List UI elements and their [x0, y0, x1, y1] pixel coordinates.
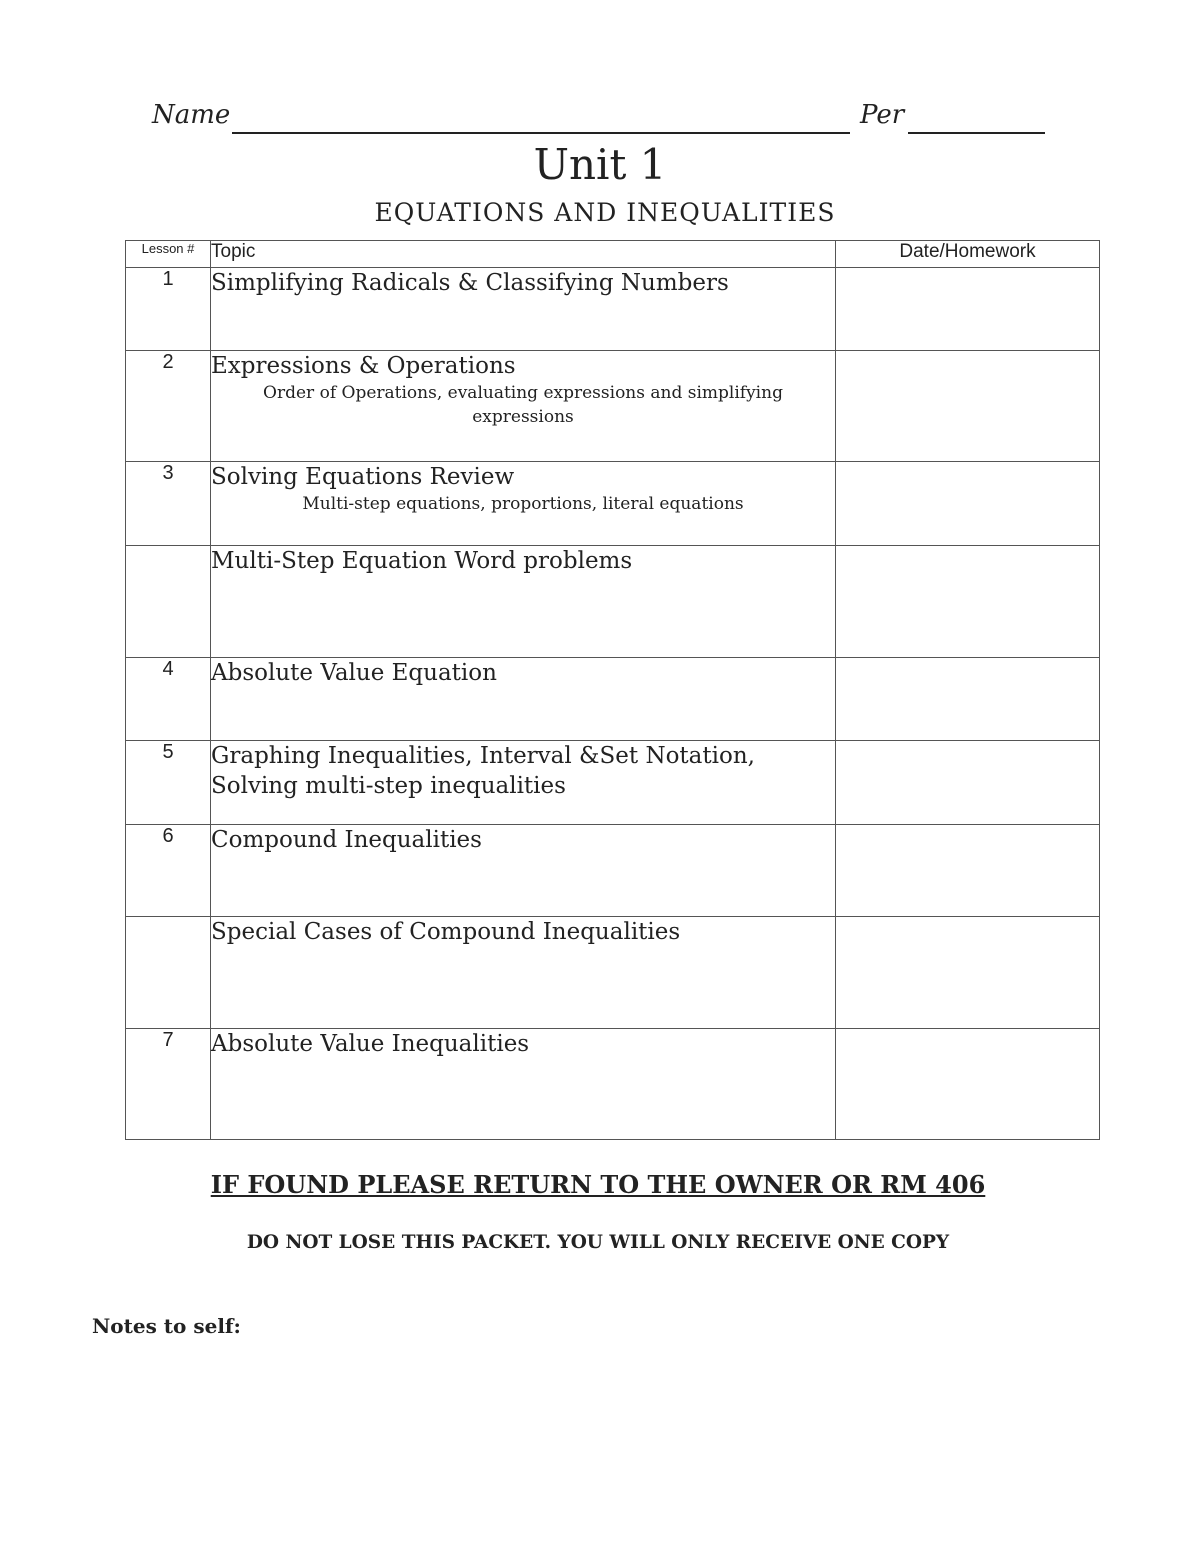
table-row: [126, 268, 1100, 351]
topic-title: Expressions & Operations: [211, 353, 516, 379]
table-row: [126, 917, 1100, 1029]
table-row: [126, 462, 1100, 546]
packet-warning: DO NOT LOSE THIS PACKET. YOU WILL ONLY RECEIVE ONE COPY: [246, 1232, 950, 1253]
lesson-topic: [211, 917, 836, 1029]
lesson-number: 4: [126, 658, 211, 741]
table-header-row: [126, 241, 1100, 268]
lesson-number: 1: [126, 268, 211, 351]
unit-title: Unit 1: [533, 140, 667, 189]
return-notice: [0, 1170, 1196, 1199]
table-row: [126, 658, 1100, 741]
topic-title: Graphing Inequalities, Interval &Set Notation, Solving multi-step inequalities: [211, 743, 755, 799]
lesson-table: [125, 240, 1100, 1140]
lesson-topic: [211, 825, 836, 917]
table-row: [126, 825, 1100, 917]
header-row: [0, 96, 1200, 141]
lesson-number: 3: [126, 462, 211, 546]
table-row: [126, 351, 1100, 462]
name-label: Name: [152, 100, 231, 130]
lesson-topic: [211, 741, 836, 825]
date-homework-cell[interactable]: [836, 1029, 1100, 1140]
date-homework-cell[interactable]: [836, 268, 1100, 351]
topic-title: Multi-Step Equation Word problems: [211, 548, 633, 574]
date-homework-cell[interactable]: [836, 741, 1100, 825]
date-homework-cell[interactable]: [836, 546, 1100, 658]
topic-title: Simplifying Radicals & Classifying Numbers: [211, 270, 729, 296]
notes-to-self-label: Notes to self:: [92, 1314, 241, 1338]
lesson-number: [126, 917, 211, 1029]
period-field-line[interactable]: [908, 132, 1045, 134]
date-homework-cell[interactable]: [836, 917, 1100, 1029]
column-header-topic: Topic: [211, 241, 836, 268]
return-notice-text: IF FOUND PLEASE RETURN TO THE OWNER OR RM 406: [210, 1170, 986, 1199]
lesson-number: 7: [126, 1029, 211, 1140]
column-header-date-homework: Date/Homework: [836, 241, 1100, 268]
date-homework-cell[interactable]: [836, 658, 1100, 741]
lesson-number: 2: [126, 351, 211, 462]
unit-subtitle: EQUATIONS AND INEQUALITIES: [374, 198, 836, 227]
topic-title: Absolute Value Inequalities: [211, 1031, 530, 1057]
column-header-lesson: Lesson #: [126, 241, 211, 268]
topic-title: Special Cases of Compound Inequalities: [211, 919, 681, 945]
date-homework-cell[interactable]: [836, 351, 1100, 462]
date-homework-cell[interactable]: [836, 825, 1100, 917]
topic-description: Multi-step equations, proportions, literal equations: [302, 494, 744, 514]
lesson-topic: [211, 546, 836, 658]
table-row: [126, 546, 1100, 658]
lesson-number: 5: [126, 741, 211, 825]
lesson-number: [126, 546, 211, 658]
topic-title: Solving Equations Review: [211, 464, 515, 490]
lesson-topic: [211, 268, 836, 351]
topic-title: Compound Inequalities: [211, 827, 482, 853]
topic-title: Absolute Value Equation: [211, 660, 497, 686]
period-label: Per: [860, 100, 905, 130]
table-row: [126, 741, 1100, 825]
date-homework-cell[interactable]: [836, 462, 1100, 546]
lesson-topic: [211, 1029, 836, 1140]
name-field-line[interactable]: [232, 132, 850, 134]
lesson-number: 6: [126, 825, 211, 917]
lesson-topic: [211, 351, 836, 462]
lesson-topic: [211, 462, 836, 546]
topic-description: Order of Operations, evaluating expressions and simplifying expressions: [263, 383, 783, 427]
lesson-topic: [211, 658, 836, 741]
table-row: [126, 1029, 1100, 1140]
